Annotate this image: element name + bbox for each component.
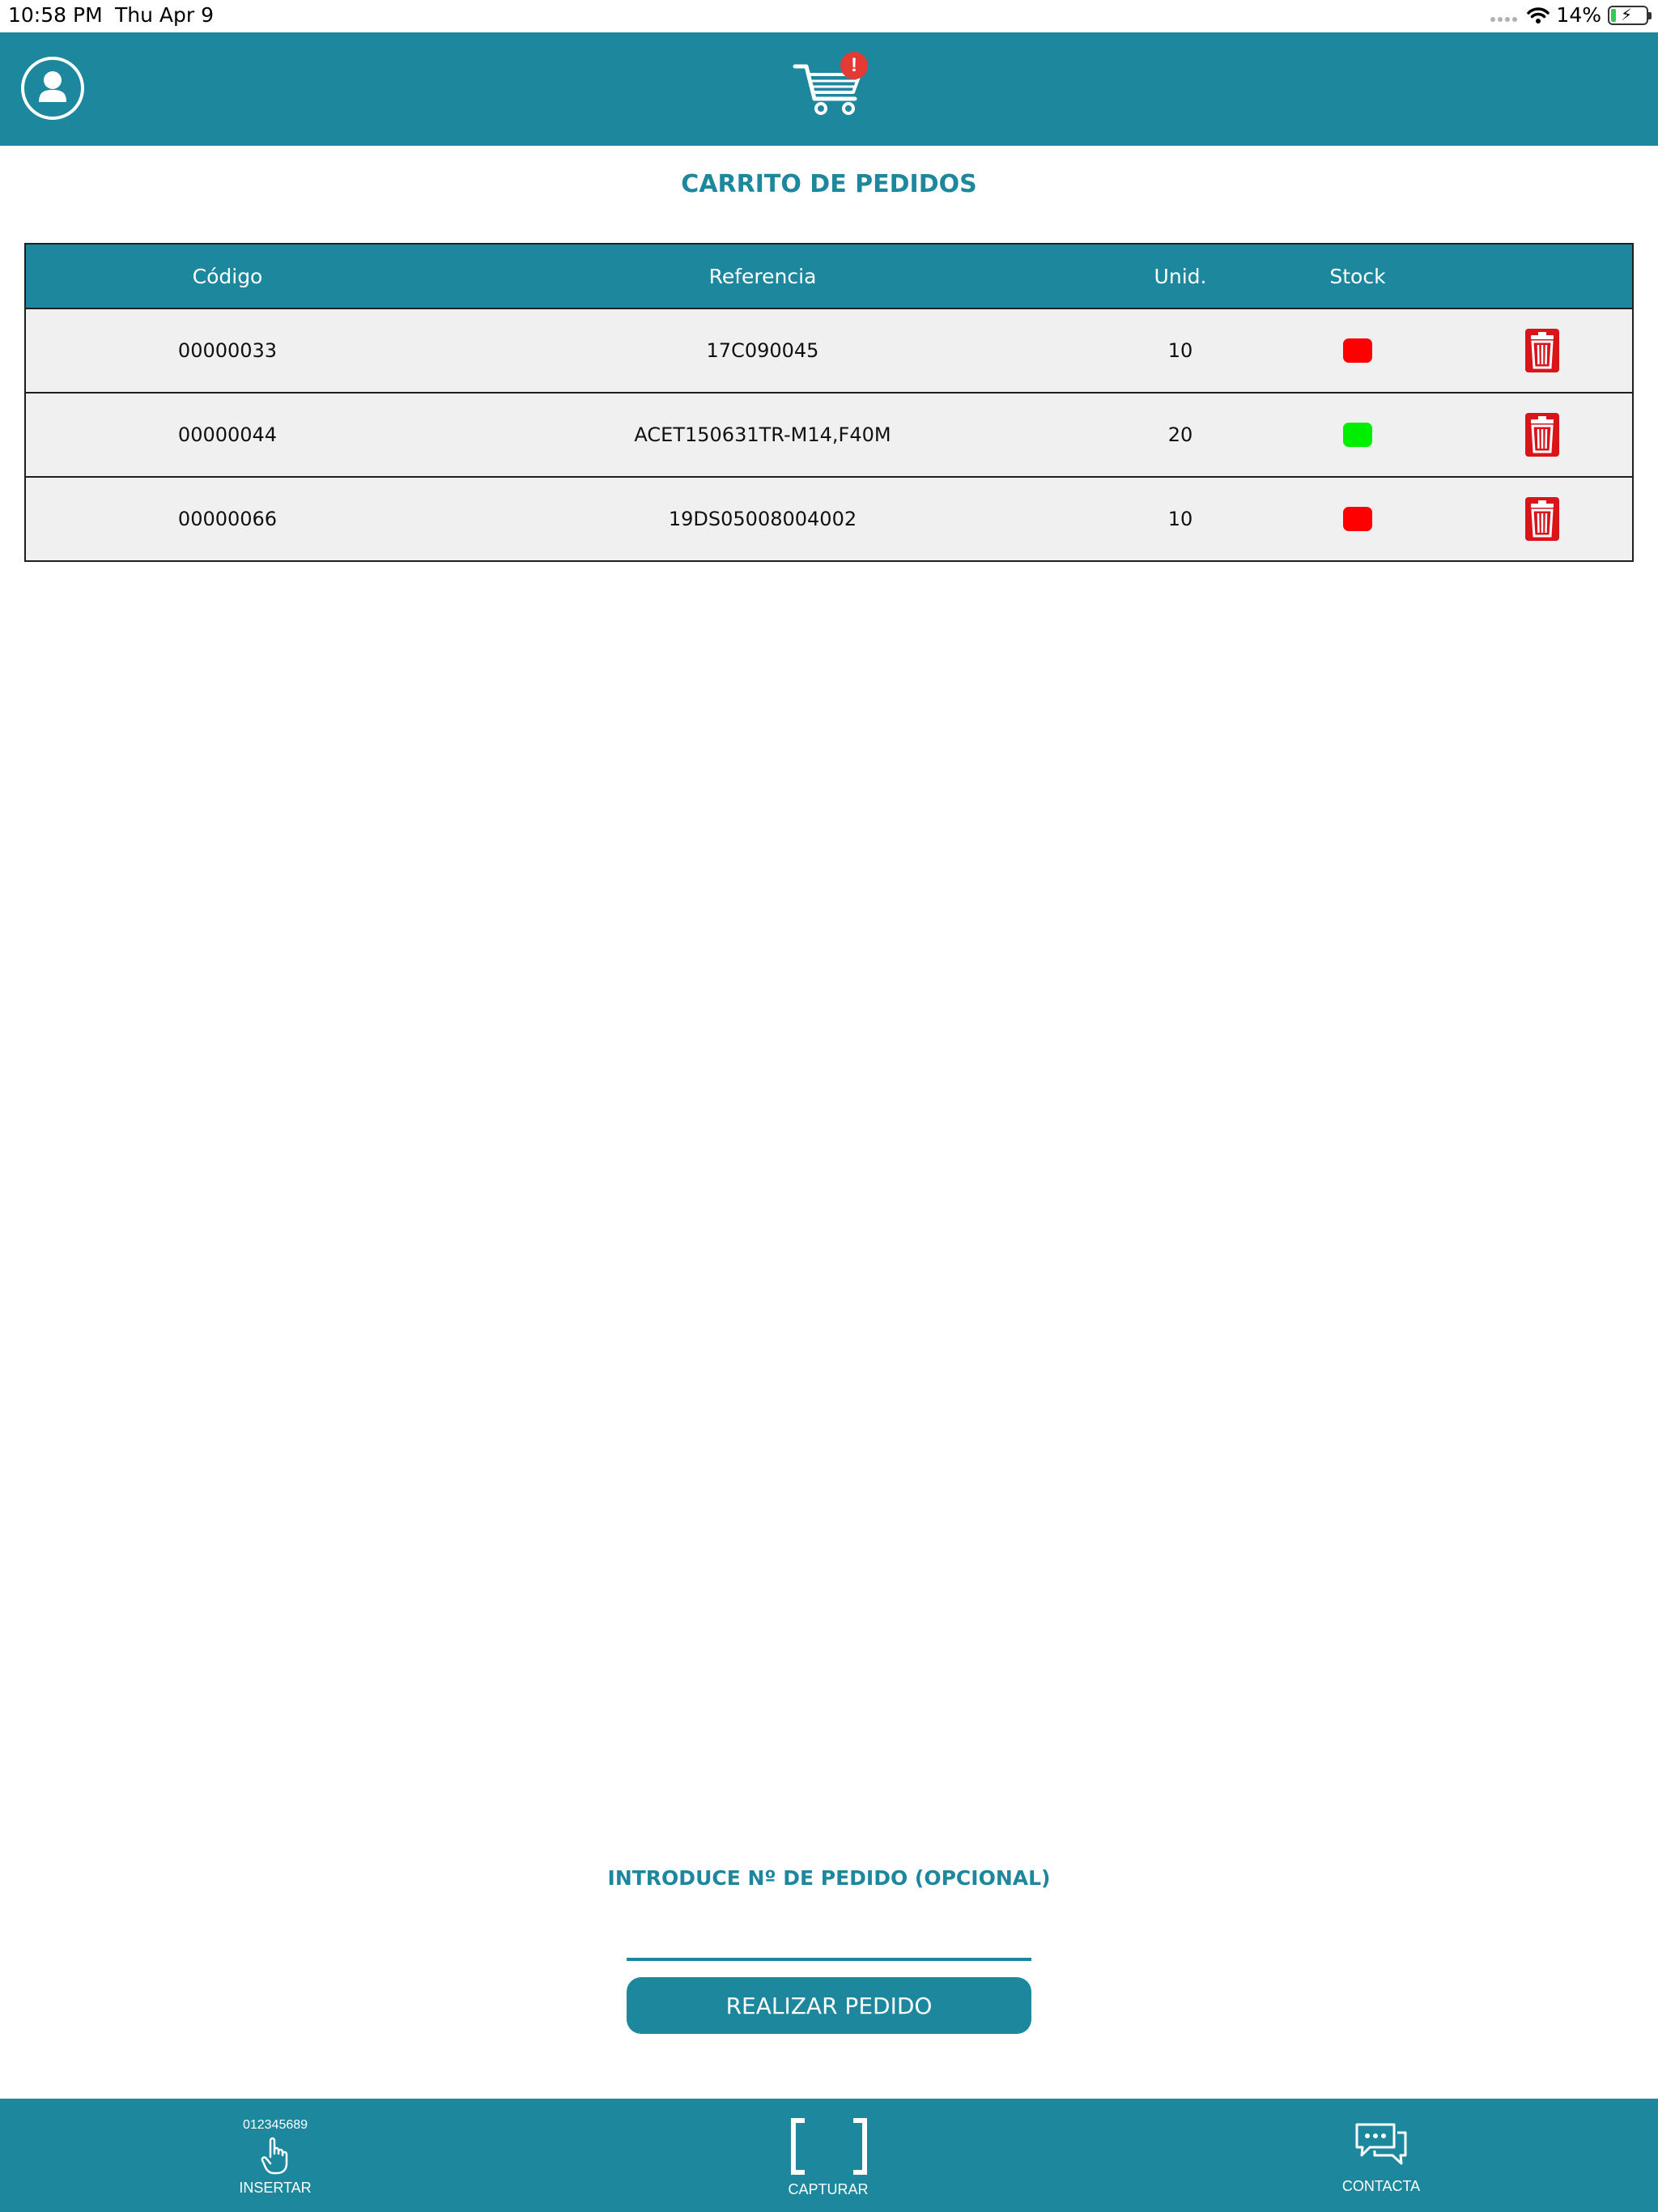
submit-order-button[interactable]: REALIZAR PEDIDO [627,1977,1031,2034]
nav-insert-button[interactable] [186,2099,364,2212]
contact-label: CONTACTA [1341,2178,1421,2194]
row-code: 00000066 [177,508,278,530]
nav-capture-button[interactable] [739,2099,917,2212]
status-time: 10:58 PM [8,3,103,27]
insert-digits: 012345689 [242,2118,308,2132]
profile-button[interactable] [21,57,84,120]
row-code: 00000033 [177,339,278,362]
bottom-nav [0,2099,1658,2212]
order-number-label: INTRODUCE Nº DE PEDIDO (OPCIONAL) [607,1866,1051,1890]
page-title: CARRITO DE PEDIDOS [681,170,977,198]
row-code: 00000044 [177,423,278,446]
header-stock: Stock [1329,264,1386,288]
row-stock-cell [1265,393,1451,476]
stock-indicator [1343,338,1372,363]
wifi-icon [1527,6,1550,24]
row-reference: 19DS05008004002 [668,508,857,530]
table-row[interactable] [26,476,1632,560]
row-units: 10 [1167,508,1193,530]
pointing-hand-icon [261,2136,293,2175]
row-units: 20 [1167,423,1193,446]
capture-label: CAPTURAR [788,2181,869,2197]
status-bar [0,0,1658,32]
header-reference: Referencia [708,264,817,288]
row-delete-cell [1451,309,1634,392]
header-actions [1451,245,1634,308]
stock-indicator [1343,423,1372,447]
status-date: Thu Apr 9 [115,3,215,27]
row-delete-cell [1451,393,1634,476]
row-stock-cell [1265,478,1451,560]
row-stock-cell [1265,309,1451,392]
stock-indicator [1343,507,1372,531]
header-code: Código [192,264,263,288]
order-number-input[interactable] [627,1921,1031,1961]
delete-button[interactable] [1524,496,1560,542]
table-header [26,245,1632,308]
scan-brackets-icon [790,2118,868,2175]
nav-contact-button[interactable] [1292,2099,1470,2212]
delete-button[interactable] [1524,412,1560,457]
chat-bubbles-icon [1354,2121,1409,2167]
cart-alert-badge: ! [840,52,868,79]
battery-icon: ⚡ [1608,6,1648,25]
row-reference: ACET150631TR-M14,F40M [634,423,891,446]
insert-label: INSERTAR [239,2180,312,2196]
row-units: 10 [1167,339,1193,362]
battery-percent: 14% [1556,3,1601,27]
row-delete-cell [1451,478,1634,560]
header-units: Unid. [1154,264,1207,288]
row-reference: 17C090045 [706,339,819,362]
top-header [0,32,1658,146]
table-row[interactable] [26,392,1632,476]
delete-button[interactable] [1524,328,1560,373]
status-indicators [1490,3,1648,27]
user-circle-icon [24,60,81,117]
order-table [24,243,1634,562]
cellular-signal-icon [1490,9,1517,22]
table-row[interactable] [26,308,1632,392]
